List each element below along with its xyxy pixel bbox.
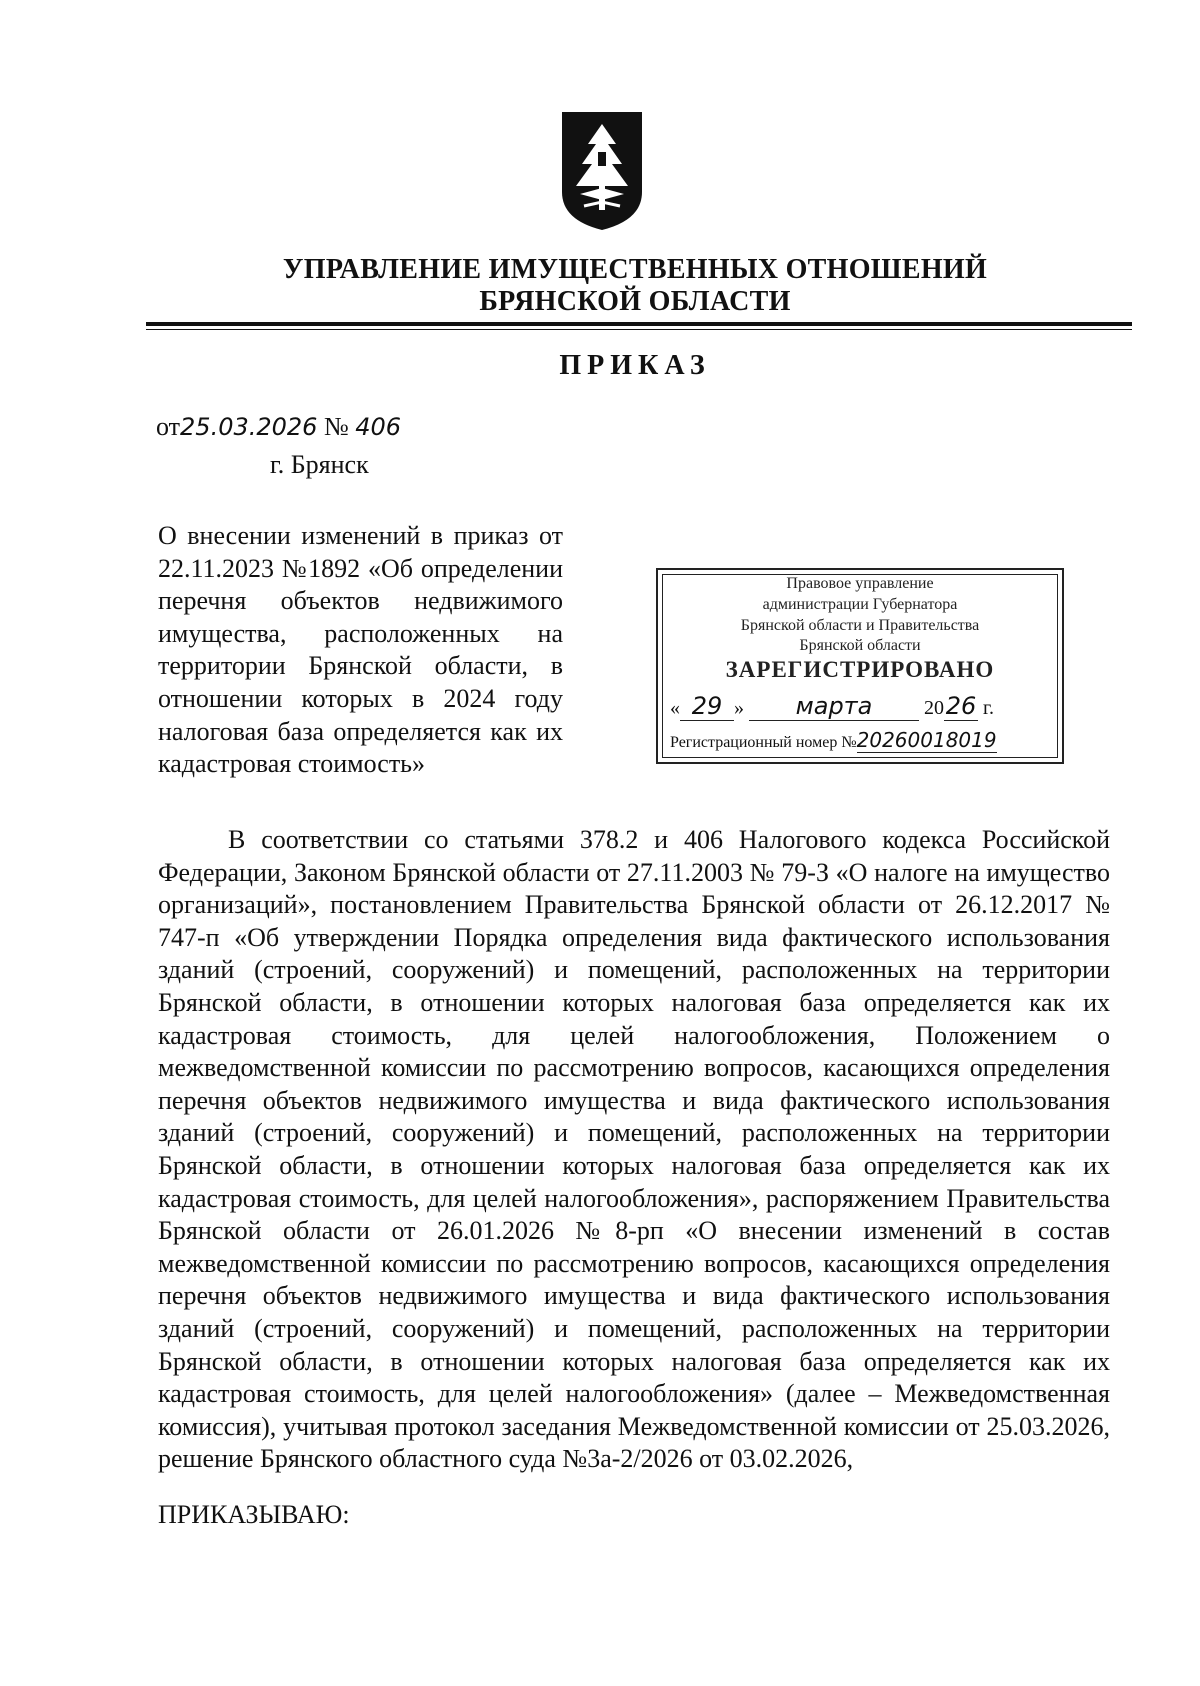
number-prefix: № (323, 412, 349, 441)
stamp-line-1: Правовое управление (786, 575, 934, 592)
coat-of-arms-icon (558, 108, 646, 234)
body-paragraph: В соответствии со статьями 378.2 и 406 Налогового кодекса Российской Федерации, Законом Брянской области от 27.11.2003 № 79-З «О налоге на имущество организаций», постановлением Правительства Брянской области от 26.12.2017 № 747-п «Об утверждении Порядка определения вида фактического использования зданий (строений, сооружений) и помещений, расположенных на территории Брянской области, в отношении которых налоговая база определяется как их кадастровая стоимость, для целей налогообложения, Положением о межведомственной комиссии по рассмотрению вопросов, касающихся определения перечня объектов недвижимого имущества и вида фактического использования зданий (строений, сооружений) и помещений, расположенных на территории Брянской области, в отношении которых налоговая база определяется как их кадастровая стоимость, для целей налогообложения», распоряжением Правительства Брянской области от 26.01.2026 №8-рп «О внесении изменений в состав межведомственной комиссии по рассмотрению вопросов, касающихся определения перечня объектов недвижимого имущества и вида фактического использования зданий (строений, сооружений) и помещений, расположенных на территории Брянской области, в отношении которых налоговая база определяется как их кадастровая стоимость, для целей налогообложения» (далее – Межведомственная комиссия), учитывая протокол заседания Межведомственной комиссии от 25.03.2026, решение Брянского областного суда №3а-2/2026 от 03.02.2026, (158, 825, 1110, 1474)
order-subject: О внесении изменений в приказ от 22.11.2023 №1892 «Об определении перечня объектов недвижимого имущества, расположенных на территории Брянской области, в отношении которых в 2024 году налоговая база определяется как их кадастровая стоимость» (158, 521, 563, 779)
org-name-line1: УПРАВЛЕНИЕ ИМУЩЕСТВЕННЫХ ОТНОШЕНИЙ (282, 254, 988, 285)
stamp-day-close: » (734, 697, 744, 719)
stamp-reg-number: 20260018019 (856, 728, 997, 752)
order-number: 406 (355, 413, 402, 441)
stamp-registration (670, 728, 997, 753)
stamp-date (670, 692, 1056, 721)
header-divider (146, 322, 1132, 326)
stamp-title: ЗАРЕГИСТРИРОВАНО (725, 657, 995, 682)
order-verb: ПРИКАЗЫВАЮ: (158, 1500, 350, 1529)
org-name-line2: БРЯНСКОЙ ОБЛАСТИ (479, 286, 791, 317)
registration-stamp (656, 568, 1064, 764)
stamp-month: марта (749, 692, 919, 721)
city: г. Брянск (270, 450, 369, 479)
stamp-reg-label: Регистрационный номер № (670, 734, 857, 751)
stamp-year: 26 (945, 692, 977, 720)
stamp-day: 29 (680, 692, 734, 721)
order-date: 25.03.2026 (180, 413, 318, 441)
stamp-line-4: Брянской области (799, 637, 921, 654)
stamp-day-open: « (670, 697, 680, 719)
stamp-year-prefix: 20 (924, 697, 944, 719)
header-divider-thin (146, 329, 1132, 330)
stamp-line-2: администрации Губернатора (762, 596, 958, 613)
order-date-number (156, 412, 401, 442)
stamp-line-3: Брянской области и Правительства (740, 617, 980, 634)
document-type: ПРИКАЗ (559, 350, 711, 381)
stamp-year-unit: г. (983, 697, 994, 719)
date-prefix: от (156, 412, 181, 441)
